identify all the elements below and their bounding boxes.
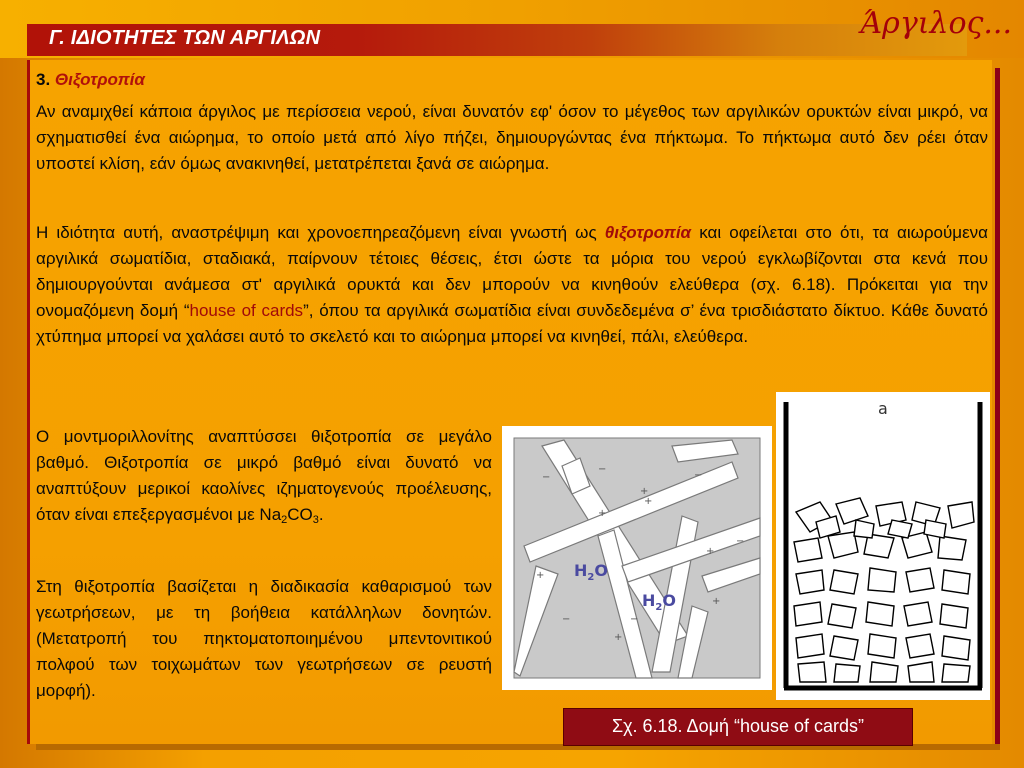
logo-title: Άργιλος... [860, 6, 1012, 41]
charge-minus: − [542, 472, 551, 483]
particle [938, 536, 966, 560]
paragraph-thixotropy-text-b: και οφείλεται στο ότι, τα αιωρούμενα αργιλικά σωματίδια, σταδιακά, παίρνουν τέτοιες θέσεις, έτσι ώστε τα μόρια του νερού εγκλωβίζονται στα κενά που δημιουργούνται ανάμεσα στ' αργιλικά ορυκτά και δεν μπορούν να κινηθούν ελεύθερα (σχ. 6.18). Πρόκειται για την ονομαζόμενη δομή “ [36, 223, 988, 320]
particle [794, 538, 822, 562]
figure-clay-platelets [502, 426, 772, 690]
particle [796, 570, 824, 594]
charge-plus: + [644, 496, 653, 507]
particle [830, 570, 858, 594]
house-of-cards-drawing [776, 392, 990, 700]
particle [942, 570, 970, 594]
particle [948, 502, 974, 528]
particle [828, 604, 856, 628]
paragraph-thixotropy-text-c: ”, όπου τα αργιλικά σωματίδια είναι συνδεδεμένα σ’ ένα τρισδιάστατο δίκτυο. Κάθε δυνατό χτύπημα μπορεί να χαλάσει αυτό το σκελετό και το αιώρημα μπορεί να κινηθεί, πάλι, ελεύθερα. [36, 301, 988, 346]
charge-minus: − [694, 470, 703, 481]
paragraph-montmorillonite-text: Ο μοντμοριλλονίτης αναπτύσσει θιξοτροπία σε μεγάλο βαθμό. Θιξοτροπία σε μικρό βαθμό είναι δυνατό να αναπτύξουν μερικοί καολίνες ιζηματογενούς προέλευσης, όταν είναι επεξεργασμένοι με Na [36, 427, 492, 524]
particle [870, 662, 898, 682]
subscript-3: 3 [312, 514, 319, 526]
figure-house-of-cards [776, 392, 990, 700]
particle [888, 520, 912, 538]
paragraph-montmorillonite [36, 424, 492, 528]
particle [798, 662, 826, 682]
frame-shadow-right [995, 68, 1000, 746]
figure-label: a [878, 399, 888, 418]
section-name: Θιξοτροπία [54, 70, 145, 89]
figure-caption [563, 708, 913, 746]
charge-minus: − [562, 614, 571, 625]
subscript-2: 2 [281, 514, 288, 526]
particle [836, 498, 868, 524]
particle [942, 636, 970, 660]
particle [908, 662, 934, 682]
figure-caption-text: Σχ. 6.18. Δομή “house of cards” [611, 716, 865, 736]
paragraph-intro [36, 99, 988, 177]
charge-plus: + [712, 596, 721, 607]
particle [854, 520, 874, 538]
water-label-2: $H_2O$ [642, 591, 676, 613]
paragraph-thixotropy [36, 220, 988, 350]
particle [868, 568, 896, 592]
header-bar [27, 24, 967, 56]
charge-minus: − [736, 536, 745, 547]
charge-plus: + [706, 546, 715, 557]
term-house-of-cards: house of cards [189, 301, 304, 320]
formula-end: . [318, 505, 324, 524]
charge-minus: − [598, 464, 607, 475]
particle [942, 664, 970, 682]
charge-plus: + [598, 508, 607, 519]
charge-plus: + [614, 632, 623, 643]
charge-plus: + [640, 486, 649, 497]
paragraph-thixotropy-text-a: Η ιδιότητα αυτή, αναστρέψιμη και χρονοεπηρεαζόμενη είναι γνωστή ως [36, 223, 605, 242]
section-number: 3. [36, 70, 51, 89]
section-heading [36, 67, 145, 93]
paragraph-drilling-text: Στη θιξοτροπία βασίζεται η διαδικασία καθαρισμού των γεωτρήσεων, με τη βοήθεια κατάλληλων δονητών. (Μετατροπή του πηκτοματοποιημένου μπεντονιτικού πολφού των τοιχωμάτων των γεωτρήσεων σε ρευστή μορφή). [36, 577, 492, 700]
charge-plus: + [536, 570, 545, 581]
left-rule [27, 60, 30, 744]
formula-co: CO [287, 505, 313, 524]
particle [924, 520, 946, 538]
particle [868, 634, 896, 658]
particle [830, 636, 858, 660]
particle [940, 604, 968, 628]
particle [866, 602, 894, 626]
particle [904, 602, 932, 626]
particle [834, 664, 860, 682]
particle [794, 602, 822, 626]
paragraph-drilling [36, 574, 492, 704]
header-title: Γ. ΙΔΙΟΤΗΤΕΣ ΤΩΝ ΑΡΓΙΛΩΝ [49, 27, 321, 49]
term-thixotropy: θιξοτροπία [604, 223, 692, 242]
paragraph-intro-text: Αν αναμιχθεί κάποια άργιλος με περίσσεια νερού, είναι δυνατόν εφ' όσον το μέγεθος των αργιλικών ορυκτών είναι μικρό, να σχηματισθεί ένα αιώρημα, το οποίο μετά από λίγο πήζει, δημιουργώντας ένα πήκτωμα. Το πήκτωμα αυτό δεν ρέει όταν υποστεί κλίση, εάν όμως ανακινηθεί, μετατρέπεται ξανά σε αιώρημα. [36, 102, 988, 173]
water-label-1: $H_2O$ [574, 561, 608, 583]
clay-platelets-drawing [502, 426, 772, 690]
particle [906, 634, 934, 658]
particle [796, 634, 824, 658]
charge-minus: − [630, 614, 639, 625]
particle [906, 568, 934, 592]
